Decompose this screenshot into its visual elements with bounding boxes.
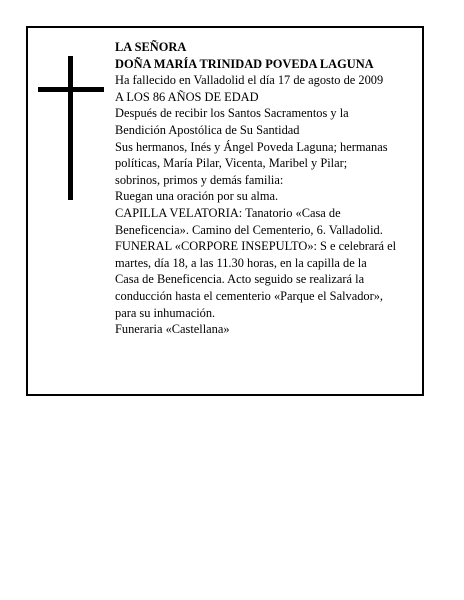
notice-line: Bendición Apostólica de Su Santidad bbox=[115, 122, 300, 137]
notice-line: para su inhumación. bbox=[115, 305, 216, 320]
notice-line: Funeraria «Castellana» bbox=[115, 322, 230, 337]
cross-vertical-bar bbox=[68, 56, 73, 200]
notice-line: FUNERAL «CORPORE INSEPULTO»: S e celebrará el bbox=[115, 239, 397, 254]
notice-line: LA SEÑORA bbox=[115, 40, 187, 54]
notice-line: CAPILLA VELATORIA: Tanatorio «Casa de bbox=[115, 205, 341, 220]
notice-line: Sus hermanos, Inés y Ángel Poveda Laguna; hermanas bbox=[115, 139, 388, 154]
notice-line: Beneficencia». Camino del Cementerio, 6. Valladolid. bbox=[115, 222, 383, 237]
notice-line: A LOS 86 AÑOS DE EDAD bbox=[115, 89, 259, 104]
obituary-notice bbox=[26, 26, 424, 396]
notice-line: Casa de Beneficencia. Acto seguido se realizará la bbox=[115, 272, 365, 287]
notice-line: Ruegan una oración por su alma. bbox=[115, 189, 279, 204]
notice-line: sobrinos, primos y demás familia: bbox=[115, 172, 284, 187]
notice-line: Ha fallecido en Valladolid el día 17 de agosto de 2009 bbox=[115, 73, 384, 88]
notice-line: martes, día 18, a las 11.30 horas, en la capilla de la bbox=[115, 255, 367, 270]
cross-horizontal-bar bbox=[38, 87, 104, 92]
notice-line: DOÑA MARÍA TRINIDAD POVEDA LAGUNA bbox=[115, 56, 374, 71]
notice-line: conducción hasta el cementerio «Parque el Salvador», bbox=[115, 288, 384, 303]
notice-line: políticas, María Pilar, Vicenta, Maribel y Pilar; bbox=[115, 156, 348, 171]
notice-text bbox=[115, 39, 435, 338]
notice-line: Después de recibir los Santos Sacramentos y la bbox=[115, 106, 349, 121]
